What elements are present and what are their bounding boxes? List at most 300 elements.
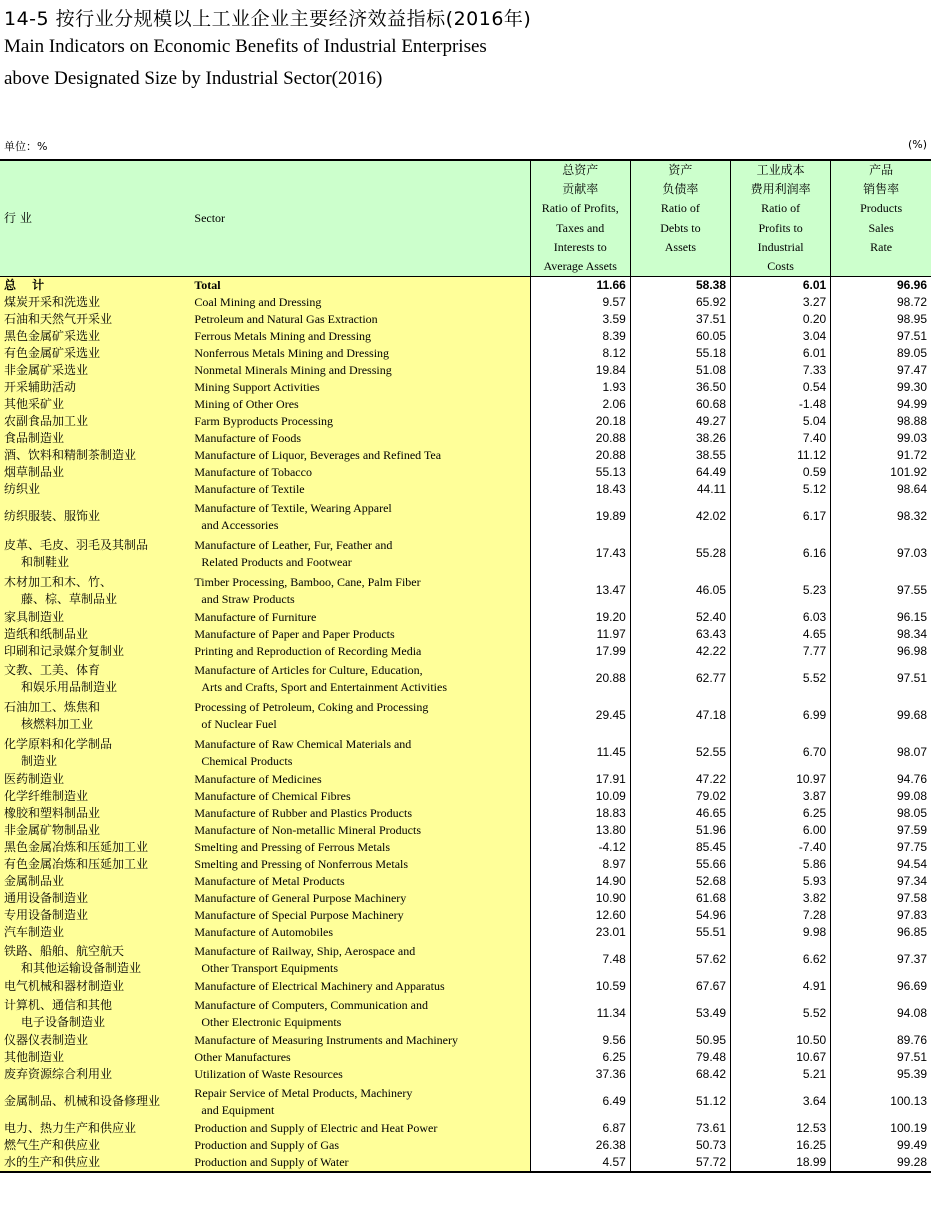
value-col4: 97.47: [831, 362, 931, 379]
value-col4: 99.08: [831, 788, 931, 805]
header-line: 资产: [668, 163, 693, 177]
sector-name-en: [188, 660, 530, 697]
sector-name-zh-line: 和娱乐用品制造业: [21, 679, 118, 694]
header-line: Costs: [767, 259, 794, 274]
sector-name-zh-line: 木材加工和木、竹、: [4, 574, 113, 589]
sector-name-zh: [0, 660, 188, 697]
sector-name-en-line: Manufacture of Textile: [194, 482, 305, 497]
table-row: [0, 345, 931, 362]
sector-name-en-line: Manufacture of Furniture: [194, 610, 317, 625]
sector-name-en-line: Timber Processing, Bamboo, Cane, Palm Fiber: [194, 574, 421, 589]
page-title: 14-5 按行业分规模以上工业企业主要经济效益指标(2016年): [4, 8, 532, 30]
table-header-row: [0, 160, 931, 277]
value-col2: 51.08: [630, 362, 730, 379]
value-col1: 17.43: [530, 535, 630, 572]
sector-name-en-line: Manufacture of Textile, Wearing Apparel: [194, 500, 392, 515]
sector-name-en-line: Manufacture of General Purpose Machinery: [194, 891, 407, 906]
table-row: [0, 413, 931, 430]
value-col1: 10.90: [530, 890, 630, 907]
value-col3: 6.62: [731, 941, 831, 978]
sector-name-en-line: Smelting and Pressing of Ferrous Metals: [194, 840, 391, 855]
table-row: [0, 362, 931, 379]
sector-name-en-line: Production and Supply of Gas: [194, 1138, 340, 1153]
sector-name-en: [188, 1120, 530, 1137]
value-col2: 60.68: [630, 396, 730, 413]
value-col1: 6.49: [530, 1083, 630, 1120]
sector-name-en: [188, 805, 530, 822]
value-col3: 5.93: [731, 873, 831, 890]
sector-name-zh-line: 煤炭开采和洗选业: [4, 295, 101, 310]
value-col4: 96.96: [831, 277, 931, 295]
value-col4: 97.51: [831, 1049, 931, 1066]
sector-name-zh: [0, 1066, 188, 1083]
value-col3: 6.01: [731, 345, 831, 362]
sector-name-en: [188, 535, 530, 572]
value-col3: 9.98: [731, 924, 831, 941]
sector-name-zh: [0, 481, 188, 498]
sector-name-en-line: Manufacture of Rubber and Plastics Products: [194, 806, 413, 821]
sector-name-en: [188, 609, 530, 626]
value-col3: 6.03: [731, 609, 831, 626]
sector-name-en-line: Manufacture of Tobacco: [194, 465, 312, 480]
sector-name-en: [188, 890, 530, 907]
value-col2: 37.51: [630, 311, 730, 328]
value-col4: 100.13: [831, 1083, 931, 1120]
header-line: Assets: [664, 239, 697, 254]
header-line: 费用利润率: [750, 182, 811, 197]
sector-name-en: [188, 498, 530, 535]
value-col1: 2.06: [530, 396, 630, 413]
header-line: Rate: [870, 239, 893, 254]
sector-name-zh: [0, 626, 188, 643]
sector-name-en-line: Petroleum and Natural Gas Extraction: [194, 312, 378, 327]
sector-name-zh: [0, 1032, 188, 1049]
sector-name-en-line: Manufacture of Automobiles: [194, 925, 334, 940]
sector-name-zh-line: 非金属矿物制品业: [4, 823, 101, 838]
header-line: Debts to: [660, 220, 701, 235]
table-row: [0, 396, 931, 413]
value-col2: 57.72: [630, 1154, 730, 1172]
sector-name-en-line: Smelting and Pressing of Nonferrous Metals: [194, 857, 409, 872]
value-col3: 7.33: [731, 362, 831, 379]
sector-name-en-line: and Straw Products: [201, 591, 295, 606]
sector-name-zh-line: 酒、饮料和精制茶制造业: [4, 448, 137, 463]
sector-name-en: [188, 1049, 530, 1066]
sector-name-zh: [0, 1137, 188, 1154]
value-col4: 97.55: [831, 572, 931, 609]
value-col3: 11.12: [731, 447, 831, 464]
value-col3: 4.65: [731, 626, 831, 643]
value-col1: 8.12: [530, 345, 630, 362]
value-col2: 50.73: [630, 1137, 730, 1154]
value-col1: 23.01: [530, 924, 630, 941]
sector-name-zh-line: 食品制造业: [4, 431, 65, 446]
table-row: [0, 995, 931, 1032]
value-col2: 46.65: [630, 805, 730, 822]
value-col4: 89.05: [831, 345, 931, 362]
value-col3: 6.25: [731, 805, 831, 822]
sector-name-en: [188, 924, 530, 941]
value-col1: 26.38: [530, 1137, 630, 1154]
value-col3: 5.21: [731, 1066, 831, 1083]
header-col4: [831, 160, 931, 277]
value-col1: 13.47: [530, 572, 630, 609]
header-line: Industrial: [757, 239, 804, 254]
value-col4: 99.49: [831, 1137, 931, 1154]
value-col1: 19.20: [530, 609, 630, 626]
table-row: [0, 464, 931, 481]
value-col2: 38.26: [630, 430, 730, 447]
sector-name-zh: [0, 328, 188, 345]
sector-name-zh-line: 电气机械和器材制造业: [4, 979, 125, 994]
sector-name-en-line: Manufacture of Liquor, Beverages and Refined Tea: [194, 448, 442, 463]
sector-name-en: [188, 328, 530, 345]
indicators-table: [0, 159, 931, 1173]
sector-name-zh-line: 总 计: [4, 278, 51, 293]
sector-name-zh-line: 有色金属冶炼和压延加工业: [4, 857, 149, 872]
value-col2: 51.12: [630, 1083, 730, 1120]
value-col4: 99.68: [831, 697, 931, 734]
sector-name-zh-line: 造纸和纸制品业: [4, 627, 89, 642]
sector-name-en-line: Manufacture of Paper and Paper Products: [194, 627, 395, 642]
sector-name-en-line: Manufacture of Chemical Fibres: [194, 789, 351, 804]
value-col2: 55.51: [630, 924, 730, 941]
header-line: Sales: [868, 220, 894, 235]
value-col4: 98.34: [831, 626, 931, 643]
value-col2: 73.61: [630, 1120, 730, 1137]
sector-name-zh-line: 石油加工、炼焦和: [4, 699, 101, 714]
value-col3: 12.53: [731, 1120, 831, 1137]
sector-name-en-line: Manufacture of Railway, Ship, Aerospace and: [194, 943, 416, 958]
table-row: [0, 822, 931, 839]
value-col3: 10.97: [731, 771, 831, 788]
sector-name-en-line: Coal Mining and Dressing: [194, 295, 322, 310]
value-col1: 37.36: [530, 1066, 630, 1083]
sector-name-zh-line: 皮革、毛皮、羽毛及其制品: [4, 537, 149, 552]
value-col2: 52.55: [630, 734, 730, 771]
header-line: Profits to: [758, 220, 803, 235]
header-line: Taxes and: [556, 220, 605, 235]
value-col2: 42.02: [630, 498, 730, 535]
sector-name-zh: [0, 362, 188, 379]
unit-label-en: (%): [907, 138, 927, 151]
sector-name-zh: [0, 978, 188, 995]
sector-name-zh: [0, 447, 188, 464]
value-col1: 12.60: [530, 907, 630, 924]
value-col2: 55.66: [630, 856, 730, 873]
sector-name-en-line: Printing and Reproduction of Recording Media: [194, 644, 422, 659]
sector-name-zh: [0, 609, 188, 626]
value-col2: 62.77: [630, 660, 730, 697]
value-col1: 20.88: [530, 430, 630, 447]
value-col3: 3.04: [731, 328, 831, 345]
value-col3: 5.23: [731, 572, 831, 609]
sector-name-zh: [0, 396, 188, 413]
value-col2: 55.18: [630, 345, 730, 362]
header-line: 产品: [869, 163, 894, 177]
value-col3: 3.82: [731, 890, 831, 907]
sector-name-en-line: Manufacture of Raw Chemical Materials and: [194, 736, 412, 751]
table-row: [0, 978, 931, 995]
sector-name-en-line: Mining Support Activities: [194, 380, 320, 395]
table-row: [0, 328, 931, 345]
value-col2: 44.11: [630, 481, 730, 498]
sector-name-en-line: Manufacture of Articles for Culture, Education,: [194, 662, 423, 677]
value-col1: 18.83: [530, 805, 630, 822]
value-col3: 6.01: [731, 277, 831, 295]
table-body: [0, 277, 931, 1173]
sector-name-en: [188, 379, 530, 396]
sector-name-en: [188, 294, 530, 311]
value-col2: 52.40: [630, 609, 730, 626]
value-col4: 96.15: [831, 609, 931, 626]
sector-name-zh: [0, 805, 188, 822]
table-row: [0, 941, 931, 978]
table-row: [0, 1032, 931, 1049]
sector-name-en: [188, 907, 530, 924]
value-col3: 6.16: [731, 535, 831, 572]
value-col3: 3.87: [731, 788, 831, 805]
sector-name-zh: [0, 535, 188, 572]
sector-name-en: [188, 822, 530, 839]
sector-name-en-line: Other Transport Equipments: [201, 960, 339, 975]
sector-name-zh-line: 电力、热力生产和供应业: [4, 1121, 137, 1136]
table-row: [0, 788, 931, 805]
header-col3: [731, 160, 831, 277]
value-col2: 57.62: [630, 941, 730, 978]
value-col1: 19.84: [530, 362, 630, 379]
sector-name-en-line: Utilization of Waste Resources: [194, 1067, 343, 1082]
sector-name-zh-line: 制造业: [21, 753, 58, 768]
value-col2: 58.38: [630, 277, 730, 295]
sector-name-zh-line: 文教、工美、体育: [4, 662, 101, 677]
value-col4: 89.76: [831, 1032, 931, 1049]
table-row: [0, 1137, 931, 1154]
sector-name-en-line: Manufacture of Medicines: [194, 772, 322, 787]
value-col4: 98.07: [831, 734, 931, 771]
sector-name-zh: [0, 907, 188, 924]
sector-name-zh: [0, 697, 188, 734]
value-col2: 42.22: [630, 643, 730, 660]
header-line: Ratio of Profits,: [541, 201, 619, 216]
value-col4: 98.88: [831, 413, 931, 430]
header-line: 负债率: [662, 182, 699, 197]
header-line: 总资产: [562, 163, 599, 177]
value-col1: -4.12: [530, 839, 630, 856]
table-row: [0, 609, 931, 626]
value-col2: 53.49: [630, 995, 730, 1032]
value-col1: 1.93: [530, 379, 630, 396]
sector-name-en-line: Mining of Other Ores: [194, 397, 299, 412]
sector-name-en-line: Manufacture of Electrical Machinery and Apparatus: [194, 979, 445, 994]
table-row: [0, 890, 931, 907]
page-subtitle-line2: above Designated Size by Industrial Sector(2016): [4, 68, 383, 89]
table-row: [0, 1120, 931, 1137]
value-col2: 36.50: [630, 379, 730, 396]
sector-name-zh: [0, 1120, 188, 1137]
sector-name-en-line: Total: [194, 278, 221, 293]
value-col4: 94.99: [831, 396, 931, 413]
sector-name-en-line: Processing of Petroleum, Coking and Processing: [194, 699, 429, 714]
value-col1: 6.25: [530, 1049, 630, 1066]
sector-name-en: [188, 447, 530, 464]
value-col3: 5.52: [731, 995, 831, 1032]
value-col3: 5.52: [731, 660, 831, 697]
value-col4: 94.54: [831, 856, 931, 873]
header-line: 工业成本: [756, 163, 805, 177]
sector-name-zh-line: 石油和天然气开采业: [4, 312, 113, 327]
sector-name-zh-line: 燃气生产和供应业: [4, 1138, 101, 1153]
value-col3: 4.91: [731, 978, 831, 995]
sector-name-zh: [0, 941, 188, 978]
sector-name-en-line: and Accessories: [201, 517, 279, 532]
sector-name-en-line: Farm Byproducts Processing: [194, 414, 334, 429]
value-col3: 10.67: [731, 1049, 831, 1066]
value-col2: 85.45: [630, 839, 730, 856]
sector-name-zh-line: 开采辅助活动: [4, 380, 77, 395]
sector-name-zh: [0, 430, 188, 447]
sector-name-en-line: Nonmetal Minerals Mining and Dressing: [194, 363, 392, 378]
sector-name-en: [188, 1032, 530, 1049]
sector-name-en-line: Nonferrous Metals Mining and Dressing: [194, 346, 390, 361]
sector-name-en-line: and Equipment: [201, 1102, 275, 1117]
value-col4: 97.51: [831, 660, 931, 697]
value-col1: 14.90: [530, 873, 630, 890]
value-col3: 6.17: [731, 498, 831, 535]
value-col1: 7.48: [530, 941, 630, 978]
value-col1: 19.89: [530, 498, 630, 535]
sector-name-zh-line: 仪器仪表制造业: [4, 1033, 89, 1048]
sector-name-en-line: Manufacture of Metal Products: [194, 874, 345, 889]
sector-name-zh: [0, 995, 188, 1032]
value-col1: 6.87: [530, 1120, 630, 1137]
value-col2: 47.18: [630, 697, 730, 734]
header-col2: [630, 160, 730, 277]
table-row: [0, 481, 931, 498]
value-col4: 91.72: [831, 447, 931, 464]
sector-name-zh-line: 农副食品加工业: [4, 414, 89, 429]
sector-name-en-line: Manufacture of Leather, Fur, Feather and: [194, 537, 393, 552]
table-row-total: [0, 277, 931, 295]
sector-name-en: [188, 978, 530, 995]
value-col2: 79.02: [630, 788, 730, 805]
sector-name-en-line: Chemical Products: [201, 753, 293, 768]
table-row: [0, 535, 931, 572]
value-col1: 11.97: [530, 626, 630, 643]
sector-name-en: [188, 1137, 530, 1154]
value-col4: 98.72: [831, 294, 931, 311]
sector-name-en-line: of Nuclear Fuel: [201, 716, 277, 731]
sector-name-zh-line: 印刷和记录媒介复制业: [4, 644, 125, 659]
value-col3: 0.20: [731, 311, 831, 328]
table-row: [0, 1083, 931, 1120]
sector-name-en: [188, 1066, 530, 1083]
sector-name-zh-line: 黑色金属矿采选业: [4, 329, 101, 344]
sector-name-en-line: Repair Service of Metal Products, Machinery: [194, 1085, 413, 1100]
sector-name-en-line: Arts and Crafts, Sport and Entertainment Activities: [201, 679, 448, 694]
value-col4: 96.85: [831, 924, 931, 941]
sector-name-zh: [0, 498, 188, 535]
sector-name-zh: [0, 413, 188, 430]
value-col2: 79.48: [630, 1049, 730, 1066]
value-col1: 10.59: [530, 978, 630, 995]
value-col4: 97.83: [831, 907, 931, 924]
sector-name-en: [188, 626, 530, 643]
sector-name-zh-line: 计算机、通信和其他: [4, 997, 113, 1012]
header-sector-en: Sector: [188, 160, 530, 277]
sector-name-en: [188, 643, 530, 660]
value-col1: 11.66: [530, 277, 630, 295]
sector-name-en-line: Other Manufactures: [194, 1050, 291, 1065]
value-col4: 101.92: [831, 464, 931, 481]
table-row: [0, 294, 931, 311]
value-col1: 18.43: [530, 481, 630, 498]
table-row: [0, 430, 931, 447]
value-col4: 98.05: [831, 805, 931, 822]
sector-name-en: [188, 277, 530, 295]
table-row: [0, 311, 931, 328]
sector-name-zh: [0, 294, 188, 311]
sector-name-en-line: Manufacture of Foods: [194, 431, 302, 446]
sector-name-zh-line: 其他采矿业: [4, 397, 65, 412]
sector-name-zh: [0, 734, 188, 771]
value-col3: 16.25: [731, 1137, 831, 1154]
sector-name-en: [188, 839, 530, 856]
table-row: [0, 660, 931, 697]
sector-name-zh-line: 纺织服装、服饰业: [4, 509, 101, 524]
sector-name-zh-line: 通用设备制造业: [4, 891, 89, 906]
sector-name-zh: [0, 839, 188, 856]
value-col3: 7.77: [731, 643, 831, 660]
value-col1: 13.80: [530, 822, 630, 839]
sector-name-zh-line: 和其他运输设备制造业: [21, 960, 142, 975]
sector-name-zh-line: 汽车制造业: [4, 925, 65, 940]
sector-name-zh-line: 非金属矿采选业: [4, 363, 89, 378]
sector-name-zh-line: 化学纤维制造业: [4, 789, 89, 804]
header-line: Average Assets: [543, 259, 617, 274]
sector-name-zh-line: 家具制造业: [4, 610, 65, 625]
sector-name-zh: [0, 345, 188, 362]
value-col3: 0.59: [731, 464, 831, 481]
header-sector-zh: 行 业: [0, 160, 188, 277]
value-col3: 5.12: [731, 481, 831, 498]
sector-name-zh: [0, 464, 188, 481]
header-line: Products: [860, 201, 903, 216]
sector-name-en-line: Ferrous Metals Mining and Dressing: [194, 329, 372, 344]
value-col4: 97.37: [831, 941, 931, 978]
sector-name-en: [188, 572, 530, 609]
value-col3: -7.40: [731, 839, 831, 856]
header-line: Ratio of: [761, 201, 801, 216]
sector-name-en: [188, 788, 530, 805]
value-col3: 5.04: [731, 413, 831, 430]
sector-name-zh: [0, 788, 188, 805]
value-col4: 98.32: [831, 498, 931, 535]
value-col1: 3.59: [530, 311, 630, 328]
value-col2: 54.96: [630, 907, 730, 924]
value-col3: 6.99: [731, 697, 831, 734]
value-col1: 8.97: [530, 856, 630, 873]
value-col2: 47.22: [630, 771, 730, 788]
sector-name-zh-line: 电子设备制造业: [21, 1014, 106, 1029]
sector-name-zh: [0, 277, 188, 295]
value-col3: 10.50: [731, 1032, 831, 1049]
table-row: [0, 734, 931, 771]
table-row: [0, 873, 931, 890]
value-col4: 94.08: [831, 995, 931, 1032]
sector-name-zh-line: 其他制造业: [4, 1050, 65, 1065]
value-col3: 6.70: [731, 734, 831, 771]
